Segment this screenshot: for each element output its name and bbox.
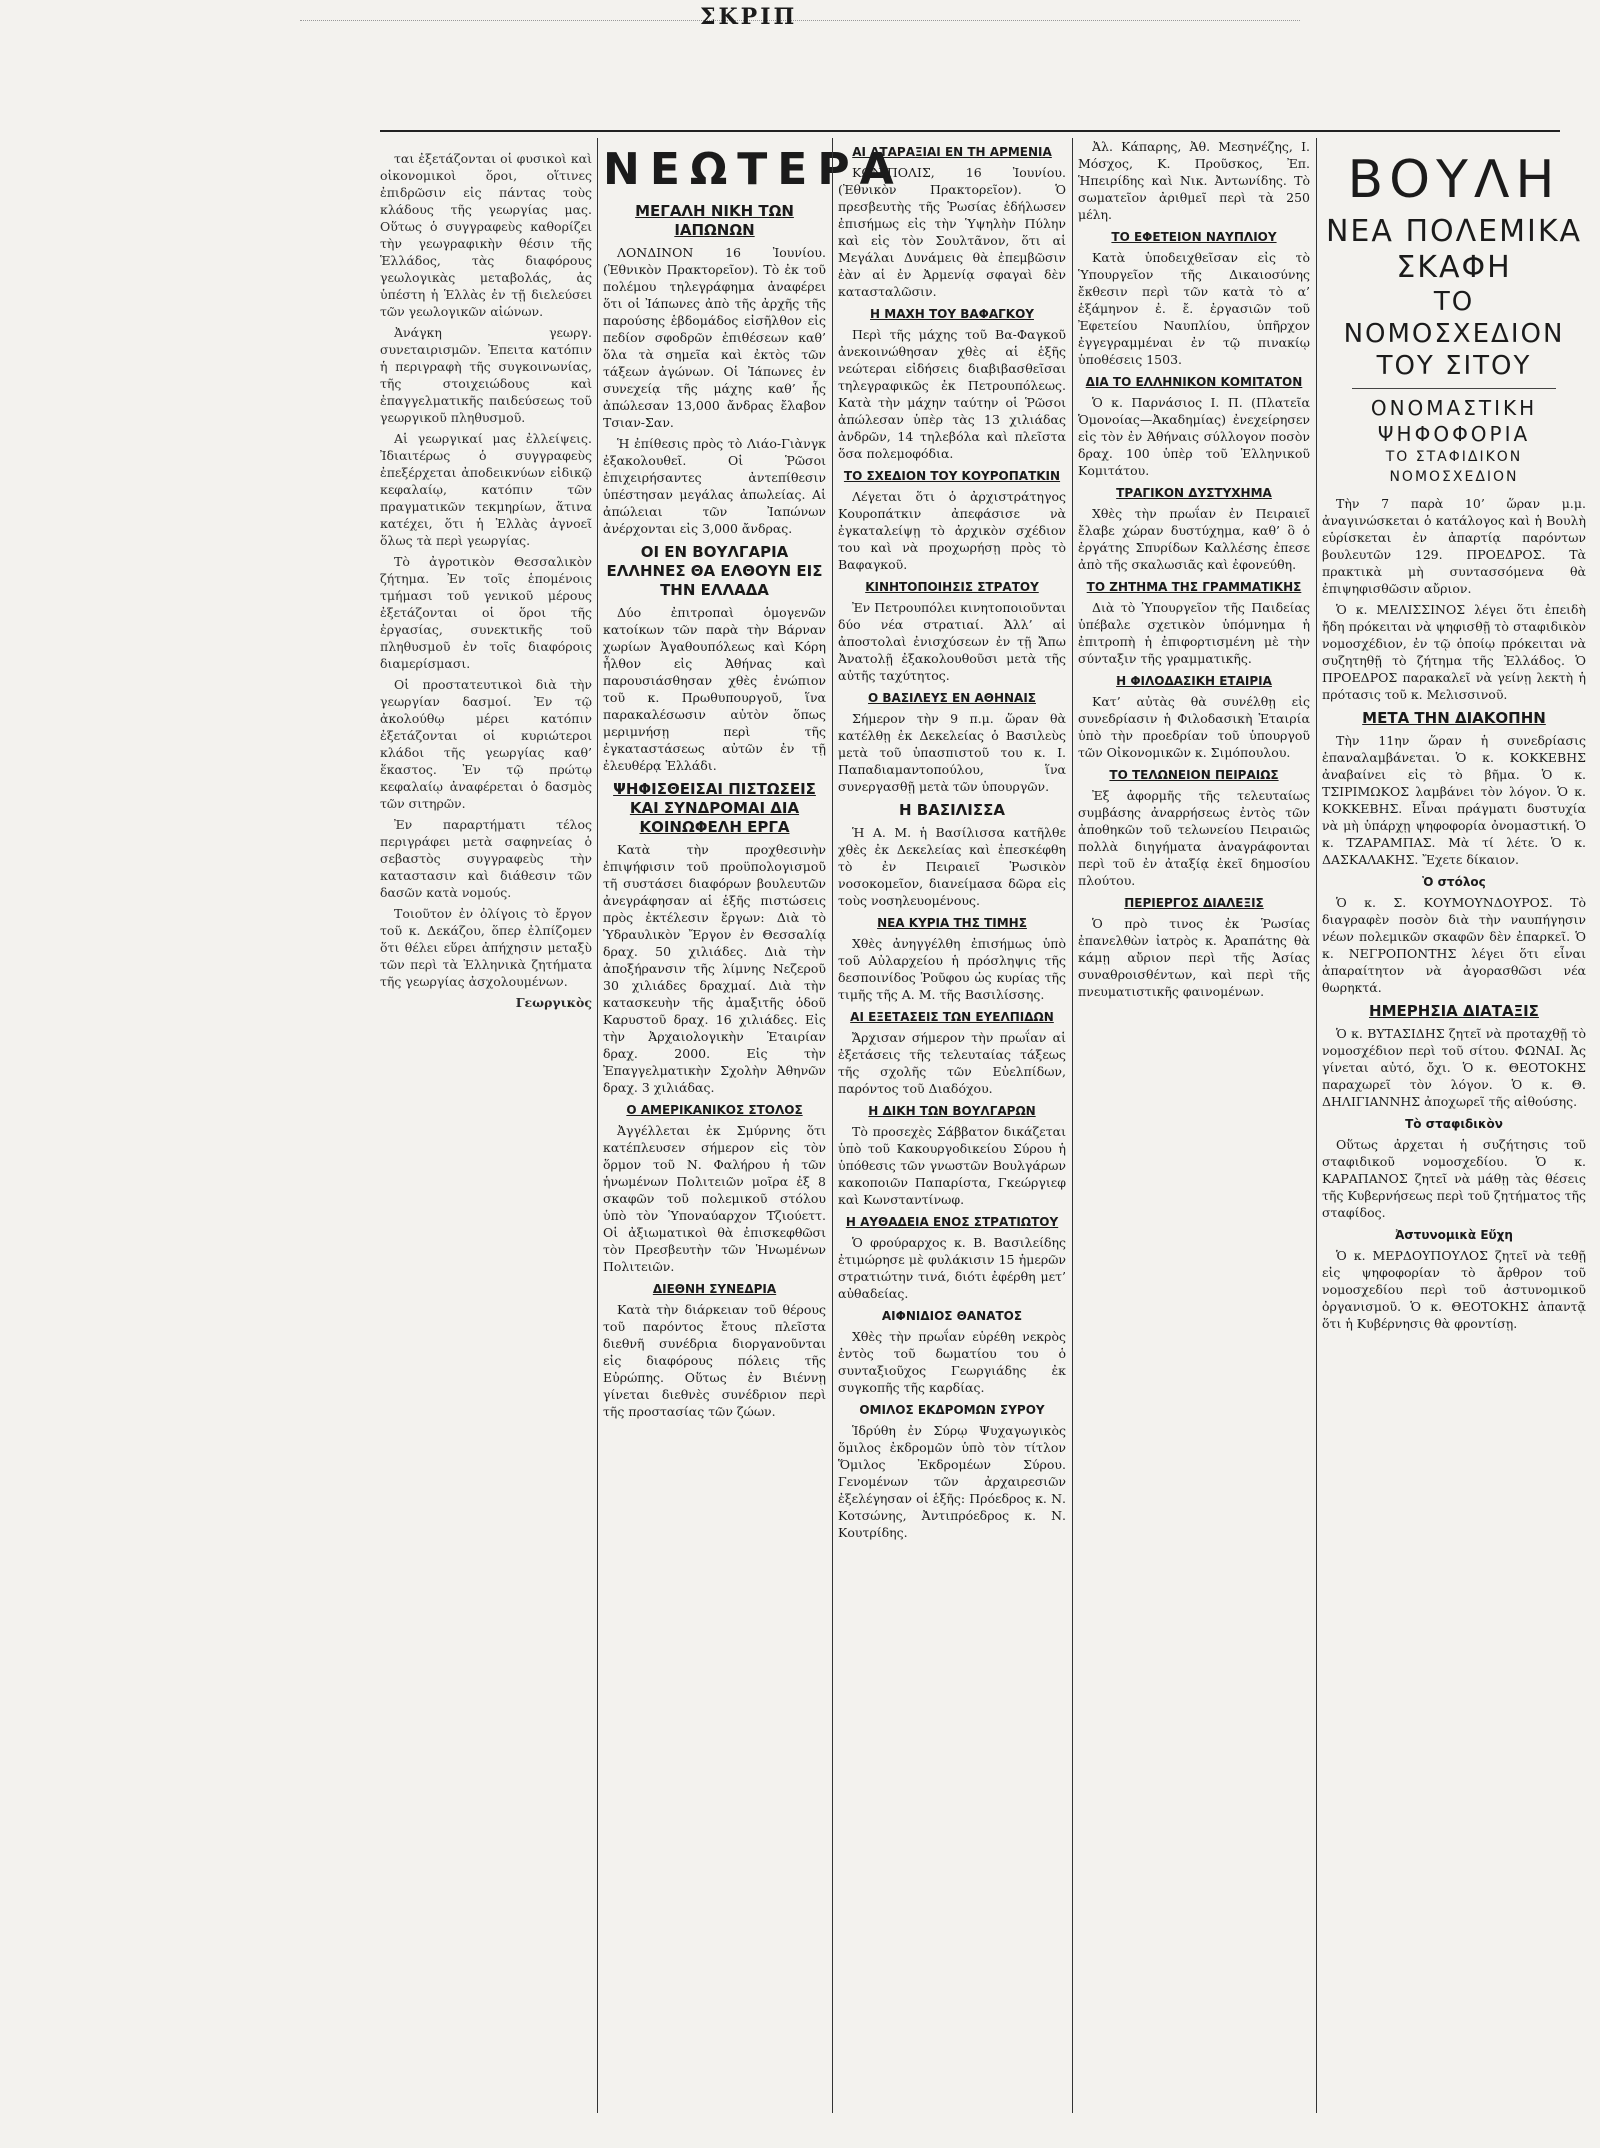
paragraph: Κατὰ τὴν προχθεσινὴν ἐπιψήφισιν τοῦ προϋπολογισμοῦ τῆ συστάσει διαφόρων βουλευτῶν ἀνεγράφησαν αἱ ἑξῆς πιστώσεις πρὸς ἐκτέλεσιν ἔργων: Διὰ τὸ Ὑδραυλικὸν Ἔργον ἐν Θεσσαλίᾳ δραχ. 50 χιλιάδες. Διὰ τὴν ἀποξήρανσιν τῆς λίμνης Νεζεροῦ 30 χιλιάδες δραχμαί. Διὰ τὴν κατασκευὴν τῆς ἀμαξιτῆς ὁδοῦ Καρυστοῦ δραχ. 16 χιλιάδες. Εἰς τὴν Ἀρχαιολογικὴν Ἑταιρίαν δραχ. 2000. Εἰς τὴν Ἐπαγγελματικὴν Σχολὴν Ἀθηνῶν δραχ. 3 χιλιάδας. bbox=[603, 842, 826, 1095]
paragraph: Ἀνάγκη γεωργ. συνεταιρισμῶν. Ἐπειτα κατόπιν ἡ περιγραφὴ τῆς συγκοινωνίας, τῆς στοιχειώδους καὶ ἐπαγγελματικῆς παιδεύσεως τοῦ γεωργικοῦ πληθυσμοῦ. bbox=[380, 325, 592, 425]
article-headline: ΑΙ ΕΞΕΤΑΣΕΙΣ ΤΩΝ ΕΥΕΛΠΙΔΩΝ bbox=[850, 1010, 1054, 1024]
article-headline: ΚΙΝΗΤΟΠΟΙΗΣΙΣ ΣΤΡΑΤΟΥ bbox=[865, 580, 1039, 594]
paragraph: Περὶ τῆς μάχης τοῦ Βα-Φαγκοῦ ἀνεκοινώθησαν χθὲς αἱ ἑξῆς νεώτεραι εἰδήσεις διαβιβασθεῖσαι τηλεγραφικῶς ἐκ Πετρουπόλεως. Κατὰ τὴν μάχην ταύτην οἱ Ῥῶσοι ἀπώλεσαν ὑπὲρ τὰς 13 χιλιάδας ἀνδρῶν, 14 τηλεβόλα καὶ πλεῖστα ὅσα πολεμοφόδια. bbox=[838, 327, 1066, 461]
paragraph: Ἐν Πετρουπόλει κινητοποιοῦνται δύο νέα στρατιαί. Ἀλλ’ αἱ ἀποστολαὶ ἐνισχύσεων ἐν τῇ Ἄπω Ἀνατολῇ ἐξακολουθοῦσι μετὰ τῆς αὐτῆς ταχύτητος. bbox=[838, 600, 1066, 683]
column-separator bbox=[1072, 138, 1073, 2113]
article-headline: ΤΟ ΖΗΤΗΜΑ ΤΗΣ ΓΡΑΜΜΑΤΙΚΗΣ bbox=[1086, 580, 1302, 594]
paragraph: Χθὲς ἀνηγγέλθη ἐπισήμως ὑπὸ τοῦ Αὐλαρχείου ἡ πρόσληψις τῆς δεσποινίδος Ῥοῦφου ὡς κυρίας τῆς τιμῆς τῆς Α. Μ. τῆς Βασιλίσσης. bbox=[838, 936, 1066, 1002]
article-headline: ΑΙ ΑΤΑΡΑΞΙΑΙ ΕΝ ΤΗ ΑΡΜΕΝΙΑ bbox=[852, 145, 1052, 159]
article-headline: Ο ΑΜΕΡΙΚΑΝΙΚΟΣ ΣΤΟΛΟΣ bbox=[626, 1103, 803, 1117]
paragraph: Αἱ γεωργικαί μας ἐλλείψεις. Ἰδιαιτέρως ὁ συγγραφεὺς ἐπεξέρχεται ἀποδεικνύων εἰδικῷ κεφαλαίῳ, κατόπιν τῶν πραγματικῶν τεκμηρίων, ἅτινα κατέχει, ὅτι ἡ Ἑλλὰς ἀγνοεῖ ὅλως τὰ περὶ γεωργίας. bbox=[380, 431, 592, 548]
paragraph: Τὸ προσεχὲς Σάββατον δικάζεται ὑπὸ τοῦ Κακουργοδικείου Σύρου ἡ ὑπόθεσις τῶν γνωστῶν Βουλγάρων κακοποιῶν Παπαρίστα, Γκεώργιεφ καὶ Κωνσταντίνωφ. bbox=[838, 1124, 1066, 1207]
paragraph: Ἱδρύθη ἐν Σύρῳ Ψυχαγωγικὸς ὅμιλος ἐκδρομῶν ὑπὸ τὸν τίτλον Ὅμιλος Ἐκδρομέων Σύρου. Γενομένων τῶν ἀρχαιρεσιῶν ἐξελέγησαν οἱ ἑξῆς: Πρόεδρος κ. Ν. Κοτσώνης, Ἀντιπρόεδρος κ. Ν. Κουτρίδης. bbox=[838, 1423, 1066, 1540]
column-3 bbox=[838, 138, 1066, 2113]
article-headline: ΑΙΦΝΙΔΙΟΣ ΘΑΝΑΤΟΣ bbox=[881, 1309, 1023, 1323]
article-headline: Ο ΒΑΣΙΛΕΥΣ ΕΝ ΑΘΗΝΑΙΣ bbox=[868, 691, 1036, 705]
section-subtitle: ΟΝΟΜΑΣΤΙΚΗ ΨΗΦΟΦΟΡΙΑ bbox=[1370, 396, 1538, 446]
paragraph: Τὴν 11ην ὥραν ἡ συνεδρίασις ἐπαναλαμβάνεται. Ὁ κ. ΚΟΚΚΕΒΗΣ ἀναβαίνει εἰς τὸ βῆμα. Ὁ κ. ΤΣΙΡΙΜΩΚΟΣ λαμβάνει τὸν λόγον. Ὁ κ. ΚΟΚΚΕΒΗΣ. Εἶναι πράγματι δυστυχία νὰ μὴ ὑπάρχῃ ψηφοφορία ὀνομαστική. Ὁ κ. ΤΖΑΡΑΜΠΑΣ. Μὰ τί λέτε. Ὁ κ. ΔΑΣΚΑΛΑΚΗΣ. Ἔχετε δίκαιον. bbox=[1322, 733, 1586, 867]
paragraph: Ὁ κ. ΒΥΤΑΣΙΔΗΣ ζητεῖ νὰ προταχθῇ τὸ νομοσχέδιον περὶ τοῦ σίτου. ΦΩΝΑΙ. Ἀς γίνεται αὐτό, ὄχι. Ὁ κ. ΘΕΟΤΟΚΗΣ παραχωρεῖ τὸν λόγον. Ὁ κ. Θ. ΔΗΛΙΓΙΑΝΝΗΣ ἀποχωρεῖ τῆς αἰθούσης. bbox=[1322, 1026, 1586, 1109]
article-headline: ΟΙ ΕΝ ΒΟΥΛΓΑΡΙΑ ΕΛΛΗΝΕΣ ΘΑ ΕΛΘΟΥΝ ΕΙΣ ΤΗΝ ΕΛΛΑΔΑ bbox=[606, 543, 823, 599]
article-headline: ΜΕΓΑΛΗ ΝΙΚΗ ΤΩΝ ΙΑΠΩΝΩΝ bbox=[635, 202, 794, 239]
paragraph: Τὴν 7 παρὰ 10’ ὥραν μ.μ. ἀναγινώσκεται ὁ κατάλογος καὶ ἡ Βουλὴ εὑρίσκεται ἐν ἀπαρτίᾳ παρόντων βουλευτῶν 129. ΠΡΟΕΔΡΟΣ. Τὰ πρακτικὰ μὴ συντασσόμενα θὰ ἐπιψηφισθῶσιν αὔριον. bbox=[1322, 496, 1586, 596]
article-headline: ΨΗΦΙΣΘΕΙΣΑΙ ΠΙΣΤΩΣΕΙΣ ΚΑΙ ΣΥΝΔΡΟΜΑΙ ΔΙΑ ΚΟΙΝΩΦΕΛΗ ΕΡΓΑ bbox=[613, 780, 816, 836]
paragraph: Διὰ τὸ Ὑπουργεῖον τῆς Παιδείας ὑπέβαλε σχετικὸν ὑπόμνημα ἡ ἐπιτροπὴ ἡ ἐπιφορτισμένη μὲ τὴν σύνταξιν τῆς γραμματικῆς. bbox=[1078, 600, 1310, 666]
paragraph: Χθὲς τὴν πρωΐαν εὑρέθη νεκρὸς ἐντὸς τοῦ δωματίου του ὁ συνταξιοῦχος Γεωργιάδης ἐκ συγκοπῆς τῆς καρδίας. bbox=[838, 1329, 1066, 1395]
column-separator bbox=[1316, 138, 1317, 2113]
article-headline: ΤΟ ΣΧΕΔΙΟΝ ΤΟΥ ΚΟΥΡΟΠΑΤΚΙΝ bbox=[843, 469, 1061, 483]
article-headline: ΠΕΡΙΕΡΓΟΣ ΔΙΑΛΕΞΙΣ bbox=[1124, 896, 1264, 910]
article-headline: ΤΟ ΕΦΕΤΕΙΟΝ ΝΑΥΠΛΙΟΥ bbox=[1111, 230, 1277, 244]
article-headline: Η ΦΙΛΟΔΑΣΙΚΗ ΕΤΑΙΡΙΑ bbox=[1116, 674, 1272, 688]
article-headline: ΔΙΑ ΤΟ ΕΛΛΗΝΙΚΟΝ ΚΟΜΙΤΑΤΟΝ bbox=[1085, 375, 1303, 389]
paragraph: Ἐν παραρτήματι τέλος περιγράφει μετὰ σαφηνείας ὁ σεβαστὸς συγγραφεὺς τὴν καταστασιν καὶ διάθεσιν τῶν δασῶν κατὰ νομούς. bbox=[380, 817, 592, 900]
paragraph: Ἡ Α. Μ. ἡ Βασίλισσα κατῆλθε χθὲς ἐκ Δεκελείας καὶ ἐπεσκέφθη τὸ ἐν Πειραιεῖ Ῥωσικὸν νοσοκομεῖον, διανείμασα δῶρα εἰς τοὺς νοσηλευομένους. bbox=[838, 825, 1066, 908]
masthead-rule bbox=[300, 6, 1300, 21]
article-headline: ΝΕΑ ΚΥΡΙΑ ΤΗΣ ΤΙΜΗΣ bbox=[877, 916, 1027, 930]
paragraph: Οὕτως ἀρχεται ἡ συζήτησις τοῦ σταφιδικοῦ νομοσχεδίου. Ὁ κ. ΚΑΡΑΠΑΝΟΣ ζητεῖ νὰ μάθῃ τὰς θέσεις τῆς Κυβερνήσεως περὶ τοῦ ζητήματος τῆς σταφίδος. bbox=[1322, 1137, 1586, 1220]
paragraph: Ὁ κ. Σ. ΚΟΥΜΟΥΝΔΟΥΡΟΣ. Τὸ διαγραφὲν ποσὸν διὰ τὴν ναυπήγησιν νέων πολεμικῶν σκαφῶν δὲν ἐπαρκεῖ. Ὁ κ. ΝΕΓΡΟΠΟΝΤΗΣ λέγει ὅτι εἶναι ἀπαραίτητον νὰ ἀγορασθῶσι νέα θωρηκτά. bbox=[1322, 895, 1586, 995]
section-banner: ΝΕΩΤΕΡΑ bbox=[603, 144, 904, 195]
article-headline: Η ΑΥΘΑΔΕΙΑ ΕΝΟΣ ΣΤΡΑΤΙΩΤΟΥ bbox=[845, 1215, 1059, 1229]
paragraph: Κατὰ τὴν διάρκειαν τοῦ θέρους τοῦ παρόντος ἔτους πλεῖστα διεθνῆ συνέδρια διοργανοῦνται εἰς διαφόρους πόλεις τῆς Εὐρώπης. Οὕτως ἐν Βιέννῃ γίνεται διεθνὲς συνέδριον περὶ τῆς προστασίας τῶν ζώων. bbox=[603, 1302, 826, 1419]
article-headline: ΔΙΕΘΝΗ ΣΥΝΕΔΡΙΑ bbox=[652, 1282, 777, 1296]
column-1 bbox=[380, 150, 592, 2125]
paragraph: Ἀγγέλλεται ἐκ Σμύρνης ὅτι κατέπλευσεν σήμερον εἰς τὸν ὅρμον τοῦ Ν. Φαλήρου ἡ τῶν ἡνωμένων Πολιτειῶν μοῖρα ἐξ 8 σκαφῶν τοῦ πολεμικοῦ στόλου ὑπὸ τὸν Ὑποναύαρχον Τζιούεττ. Οἱ ἀξιωματικοὶ θὰ ἐπισκεφθῶσι τὸν Πρεσβευτὴν τῶν Ἡνωμένων Πολιτειῶν. bbox=[603, 1123, 826, 1274]
paragraph: Τὸ ἀγροτικὸν Θεσσαλικὸν ζήτημα. Ἐν τοῖς ἑπομένοις τμήμασι τοῦ γενικοῦ μέρους ἐξετάζονται οἱ ὅροι τῆς ἐργασίας, συνεκτικῆς τοῦ πληθυσμοῦ ἐν τοῖς διαφόροις διαμερίσμασι. bbox=[380, 554, 592, 671]
column-separator bbox=[832, 138, 833, 2113]
paragraph: Ἀλ. Κάπαρης, Ἀθ. Μεσηνέζης, Ι. Μόσχος, Κ. Προῦσκος, Ἐπ. Ἡπειρίδης καὶ Νικ. Ἀντωνίδης. Τὸ σωματεῖον ἀριθμεῖ περὶ τὰ 250 μέλη. bbox=[1078, 139, 1310, 222]
paragraph: Κατὰ ὑποδειχθεῖσαν εἰς τὸ Ὑπουργεῖον τῆς Δικαιοσύνης ἔκθεσιν περὶ τῶν κατὰ τὸ α’ ἑξάμηνον ἐ. ἔ. ἐργασιῶν τοῦ Ἐφετείου Ναυπλίου, ὑπῆρχον ἐγγεγραμμέναι ἐν τῷ πινακίῳ ὑποθέσεις 1503. bbox=[1078, 250, 1310, 367]
column-separator bbox=[597, 138, 598, 2113]
article-headline: Η ΔΙΚΗ ΤΩΝ ΒΟΥΛΓΑΡΩΝ bbox=[868, 1104, 1036, 1118]
paragraph: ΛΟΝΔΙΝΟΝ 16 Ἰουνίου. (Ἐθνικὸν Πρακτορεῖον). Τὸ ἐκ τοῦ πολέμου τηλεγράφημα ἀναφέρει ὅτι οἱ Ἰάπωνες ἀπὸ τῆς ἀρχῆς τῆς παρούσης ἑβδομάδος εἰσῆλθον εἰς πεδίον σφοδρῶν ἐπιθέσεων καθ’ ὅλα τὰ σημεῖα καὶ ἐκτὸς τῶν τάξεων ἀγώνων. Οἱ Ἰάπωνες ἐν συνεχείᾳ τῆς μάχης καθ’ ἧς ἀπώλεσαν 13,000 ἄνδρας ἔλαβον Τσιαν-Σαν. bbox=[603, 245, 826, 430]
paragraph: ται ἐξετάζονται οἱ φυσικοὶ καὶ οἰκονομικοὶ ὅροι, οἵτινες ἐπιδρῶσιν εἰς πάντας τοὺς κλάδους τῆς γεωργίας μας. Οὕτως ὁ συγγραφεὺς καθορίζει τὴν γεωγραφικὴν θέσιν τῆς Ἑλλάδος, τὰς διαφόρους γεωλογικὰς μεταβολάς, ἀς ὑπέστη ἡ Ἑλλὰς ἐν τῇ διελεύσει τῶν γεωλογικῶν αἰώνων. bbox=[380, 151, 592, 319]
signature: Γεωργικὸς bbox=[515, 995, 592, 1010]
paragraph: Χθὲς τὴν πρωΐαν ἐν Πειραιεῖ ἔλαβε χώραν δυστύχημα, καθ’ ὃ ὁ ἐργάτης Σπυρίδων Καλλέσης ἐπεσε ἀπὸ τῆς σκαλωσιᾶς καὶ ἐφονεύθη. bbox=[1078, 506, 1310, 572]
masthead-bottom-rule bbox=[380, 130, 1560, 132]
article-headline: ΜΕΤΑ ΤΗΝ ΔΙΑΚΟΠΗΝ bbox=[1362, 709, 1546, 727]
article-headline: ΤΟ ΤΕΛΩΝΕΙΟΝ ΠΕΙΡΑΙΩΣ bbox=[1109, 768, 1279, 782]
section-subtitle: ΝΕΑ ΠΟΛΕΜΙΚΑ ΣΚΑΦΗ bbox=[1325, 214, 1583, 285]
section-subtitle: ΤΟ ΝΟΜΟΣΧΕΔΙΟΝ ΤΟΥ ΣΙΤΟΥ bbox=[1343, 287, 1565, 381]
article-headline: Η ΜΑΧΗ ΤΟΥ ΒΑΦΑΓΚΟΥ bbox=[870, 307, 1034, 321]
paragraph: Ὁ κ. ΜΕΡΔΟΥΠΟΥΛΟΣ ζητεῖ νὰ τεθῇ εἰς ψηφοφορίαν τὸ ἄρθρον τοῦ νομοσχεδίου περὶ τοῦ ἀστυνομικοῦ ὀργανισμοῦ. Ὁ κ. ΘΕΟΤΟΚΗΣ ἀπαντᾷ ὅτι ἡ Κυβέρνησις θὰ φροντίσῃ. bbox=[1322, 1248, 1586, 1331]
article-headline: Ἀστυνομικὰ Εὔχη bbox=[1395, 1228, 1513, 1242]
paragraph: Ἐξ ἀφορμῆς τῆς τελευταίως συμβάσης ἀναρρήσεως ἐντὸς τῶν ἀποθηκῶν τοῦ τελωνείου Πειραιῶς πολλὰ διηγήματα ἀναγράφονται περὶ τοῦ ἐν ἀταξίᾳ ἐκεῖ δημοσίου πλούτου. bbox=[1078, 788, 1310, 888]
paragraph: Ἡ ἐπίθεσις πρὸς τὸ Λιάο-Γιὰνγκ ἐξακολουθεῖ. Οἱ Ῥῶσοι ἐπιχειρήσαντες ἀντεπίθεσιν ὑπέστησαν μεγάλας ἀπωλείας. Αἱ ἀπώλειαι τῶν Ἰαπώνων ἀνέρχονται εἰς 3,000 ἄνδρας. bbox=[603, 436, 826, 536]
paragraph: Ἄρχισαν σήμερον τὴν πρωΐαν αἱ ἐξετάσεις τῆς τελευταίας τάξεως τῆς σχολῆς τῶν Εὐελπίδων, παρόντος τοῦ Διαδόχου. bbox=[838, 1030, 1066, 1096]
column-4 bbox=[1078, 138, 1310, 2113]
paragraph: Ὁ φρούραρχος κ. Β. Βασιλείδης ἐτιμώρησε μὲ φυλάκισιν 15 ἡμερῶν στρατιώτην τινά, διότι ἐφέρθη μετ’ αὐθαδείας. bbox=[838, 1235, 1066, 1301]
section-subtitle: ΤΟ ΣΤΑΦΙΔΙΚΟΝ ΝΟΜΟΣΧΕΔΙΟΝ bbox=[1385, 449, 1523, 485]
masthead bbox=[0, 0, 1600, 135]
divider bbox=[1352, 388, 1556, 389]
paragraph: Δύο ἐπιτροπαὶ ὁμογενῶν κατοίκων τῶν παρὰ τὴν Βάρναν χωρίων Ἀγαθουπόλεως καὶ Κόρη ἦλθον εἰς Ἀθήνας καὶ παρουσιάσθησαν χθὲς ἐνώπιον τοῦ κ. Πρωθυπουργοῦ, ἵνα παρακαλέσωσιν αὐτὸν ὅπως μεριμνήσῃ περὶ τῆς ἐγκαταστάσεως αὐτῶν ἐν τῇ ἐλευθέρᾳ Ἑλλάδι. bbox=[603, 605, 826, 773]
article-headline: ΤΡΑΓΙΚΟΝ ΔΥΣΤΥΧΗΜΑ bbox=[1116, 486, 1272, 500]
masthead-name: ΣΚΡΙΠ bbox=[700, 4, 798, 30]
article-headline: Η ΒΑΣΙΛΙΣΣΑ bbox=[899, 801, 1005, 819]
paragraph: ΚΩΝ/ΠΟΛΙΣ, 16 Ἰουνίου. (Ἐθνικὸν Πρακτορεῖον). Ὁ πρεσβευτὴς τῆς Ῥωσίας ἐδήλωσεν ἐπισήμως εἰς τὴν Ὑψηλὴν Πύλην καὶ εἰς τὸν Σουλτᾶνον, ὅτι αἱ Μεγάλαι Δυνάμεις θὰ ἐπεμβῶσιν ἐὰν αἱ ἐν Ἀρμενίᾳ σφαγαὶ δὲν κατασταλῶσιν. bbox=[838, 165, 1066, 299]
paragraph: Ὁ κ. ΜΕΛΙΣΣΙΝΟΣ λέγει ὅτι ἐπειδὴ ἤδη πρόκειται νὰ ψηφισθῇ τὸ σταφιδικὸν νομοσχέδιον, ἐν τῷ ὁποίῳ πρόκειται νὰ συζητηθῇ τὸ ζήτημα τῆς Ἑλλάδος. Ὁ ΠΡΟΕΔΡΟΣ παρακαλεῖ νὰ γείνῃ λεκτὴ ἡ πρότασις τοῦ κ. Μελισσινοῦ. bbox=[1322, 602, 1586, 702]
article-headline: ΗΜΕΡΗΣΙΑ ΔΙΑΤΑΞΙΣ bbox=[1369, 1002, 1539, 1020]
article-headline: Τὸ σταφιδικὸν bbox=[1405, 1117, 1503, 1131]
column-5 bbox=[1322, 138, 1586, 2113]
paragraph: Ὁ πρὸ τινος ἐκ Ῥωσίας ἐπανελθὼν ἰατρὸς κ. Ἀραπάτης θὰ κάμῃ αὔριον περὶ τῆς Ἀσίας συναθροισθέντων, καὶ περὶ τῆς πνευματιστικῆς φαινομένων. bbox=[1078, 916, 1310, 999]
paragraph: Οἱ προστατευτικοὶ διὰ τὴν γεωργίαν δασμοί. Ἐν τῷ ἀκολούθῳ μέρει κατόπιν ἐξετάζονται οἱ κυριώτεροι κλάδοι τῆς γεωργίας καθ’ ἕκαστος. Ἐν τῷ πρώτῳ κεφαλαίῳ ἀναφέρεται ὁ δασμὸς τῶν σιτηρῶν. bbox=[380, 677, 592, 811]
article-headline: ΟΜΙΛΟΣ ΕΚΔΡΟΜΩΝ ΣΥΡΟΥ bbox=[859, 1403, 1045, 1417]
paragraph: Ὁ κ. Παρνάσιος Ι. Π. (Πλατεῖα Ὁμονοίας—Ἀκαδημίας) ἐνεχείρησεν εἰς τὸν ἐν Ἀθήναις σύλλογον ποσὸν δραχ. 100 ὑπὲρ τοῦ Ἑλληνικοῦ Κομιτάτου. bbox=[1078, 395, 1310, 478]
article-headline: Ὁ στόλος bbox=[1422, 875, 1486, 889]
paragraph: Λέγεται ὅτι ὁ ἀρχιστράτηγος Κουροπάτκιν ἀπεφάσισε νὰ ἐγκαταλείψῃ τὸ ἀρχικὸν σχέδιον του καὶ νὰ προχωρήσῃ πρὸς τὸ Βαφαγκοῦ. bbox=[838, 489, 1066, 572]
paragraph: Σήμερον τὴν 9 π.μ. ὥραν θὰ κατέλθῃ ἐκ Δεκελείας ὁ Βασιλεὺς μετὰ τοῦ ὑπασπιστοῦ του κ. Ι. Παπαδιαμαντοπούλου, ἵνα συνεργασθῇ μετὰ τῶν ὑπουργῶν. bbox=[838, 711, 1066, 794]
paragraph: Τοιοῦτον ἐν ὀλίγοις τὸ ἔργον τοῦ κ. Δεκάζου, ὅπερ ἐλπίζομεν ὅτι θέλει εὕρει ἀπήχησιν μεταξὺ τῶν περὶ τὰ Ἑλληνικὰ ζητήματα τῆς γεωργίας ἀσχολουμένων. bbox=[380, 906, 592, 989]
paragraph: Κατ’ αὐτὰς θὰ συνέλθῃ εἰς συνεδρίασιν ἡ Φιλοδασικὴ Ἑταιρία ὑπὸ τὴν προεδρίαν τοῦ ὑπουργοῦ τῶν Οἰκονομικῶν κ. Σιμόπουλου. bbox=[1078, 694, 1310, 760]
section-title: ΒΟΥΛΗ bbox=[1347, 150, 1561, 210]
column-2 bbox=[603, 138, 904, 2113]
